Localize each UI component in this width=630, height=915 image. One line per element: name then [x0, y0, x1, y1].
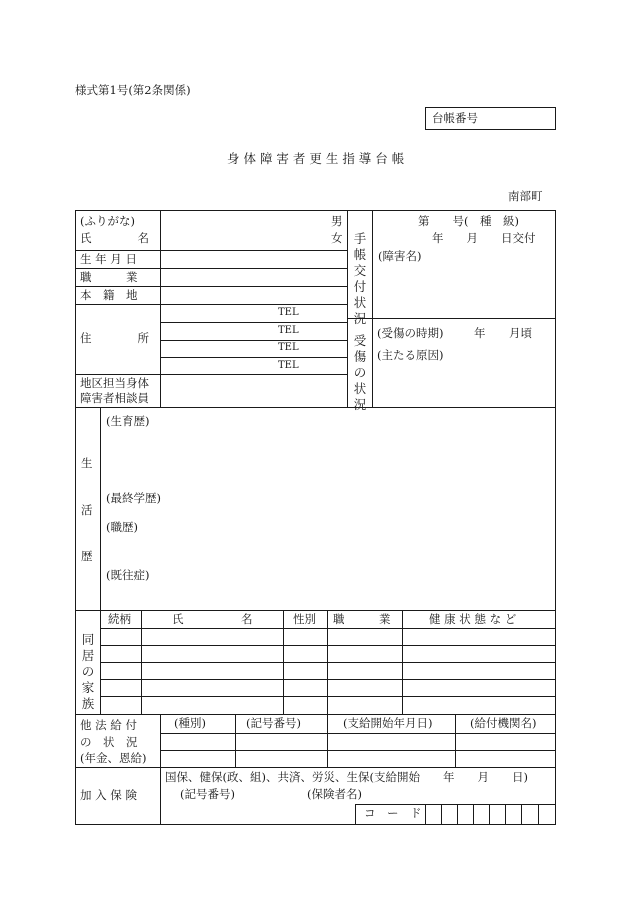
family-col-health: 健 康 状 態 な ど	[429, 612, 517, 626]
birth-date-field[interactable]	[162, 252, 346, 267]
benefit-col-start-date: (支給開始年月日)	[343, 716, 433, 730]
handbook-status-label	[352, 231, 368, 327]
other-benefits-label-line3: (年金、恩給)	[80, 751, 147, 765]
injury-year-label: 年	[474, 326, 486, 340]
family-vertical-label	[80, 632, 96, 712]
disability-name-label: (障害名)	[378, 249, 422, 263]
ledger-number-label: 台帳番号	[432, 111, 478, 125]
family-vertical-text: 同居の家族	[81, 632, 95, 711]
furigana-label: (ふりがな)	[80, 214, 135, 228]
form-title: 身 体 障 害 者 更 生 指 導 台 帳	[227, 151, 405, 166]
handbook-status-text: 手帳交付状況	[353, 231, 367, 326]
family-col-gender: 性別	[293, 612, 316, 626]
injury-month-label: 月頃	[509, 326, 532, 340]
insurance-insurer-name: (保険者名)	[307, 787, 362, 801]
insurance-types-line: 国保、健保(政、組)、共済、労災、生保(支給開始 年 月 日)	[165, 770, 528, 784]
code-input[interactable]	[426, 805, 555, 823]
counselor-label-line2: 障害者相談員	[80, 391, 149, 405]
family-col-relation: 続柄	[108, 612, 131, 626]
benefit-col-number: (記号番号)	[246, 716, 301, 730]
family-col-name: 氏 名	[172, 612, 253, 626]
address-label: 住 所	[80, 331, 149, 345]
medical-history-label: (既往症)	[106, 568, 150, 582]
other-benefits-label-line1: 他 法 給 付	[80, 718, 137, 732]
domicile-label: 本 籍 地	[80, 288, 138, 302]
injury-status-label	[352, 333, 368, 413]
name-label: 氏 名	[80, 231, 149, 245]
history-vertical-char: 生	[81, 456, 93, 470]
gender-male[interactable]: 男	[331, 214, 343, 228]
tel-label: TEL	[278, 360, 299, 371]
domicile-field[interactable]	[162, 288, 346, 303]
injury-cause-label: (主たる原因)	[377, 348, 444, 362]
benefit-col-agency: (給付機関名)	[470, 716, 537, 730]
ledger-number-field[interactable]	[425, 107, 556, 130]
job-label: 職 業	[80, 270, 138, 284]
family-col-job: 職 業	[333, 612, 391, 626]
injury-time-label: (受傷の時期)	[377, 326, 444, 340]
form-number: 様式第1号(第2条関係)	[75, 83, 191, 97]
career-label: (職歴)	[106, 520, 138, 534]
history-vertical-char: 活	[81, 503, 93, 517]
insurance-label: 加 入 保 険	[80, 788, 137, 802]
code-label: コ ー ド	[364, 806, 422, 820]
birth-date-label: 生 年 月 日	[80, 252, 137, 266]
tel-label: TEL	[278, 307, 299, 318]
handbook-number-line: 第 号( 種 級)	[418, 214, 519, 228]
counselor-label-line1: 地区担当身体	[80, 376, 149, 390]
handbook-date-line: 年 月 日交付	[432, 231, 536, 245]
job-field[interactable]	[162, 270, 346, 285]
benefit-col-type: (種別)	[174, 716, 206, 730]
history-vertical-char: 歴	[81, 549, 93, 563]
name-field[interactable]	[163, 211, 345, 249]
other-benefits-label-line2: の 状 況	[80, 735, 138, 749]
education-label: (最終学歴)	[106, 491, 161, 505]
tel-label: TEL	[278, 325, 299, 336]
upbringing-label: (生育歴)	[106, 414, 150, 428]
town-name: 南部町	[508, 189, 543, 203]
insurance-symbol-number: (記号番号)	[180, 787, 235, 801]
gender-female[interactable]: 女	[331, 231, 343, 245]
injury-status-text: 受傷の状況	[353, 333, 367, 412]
tel-label: TEL	[278, 342, 299, 353]
